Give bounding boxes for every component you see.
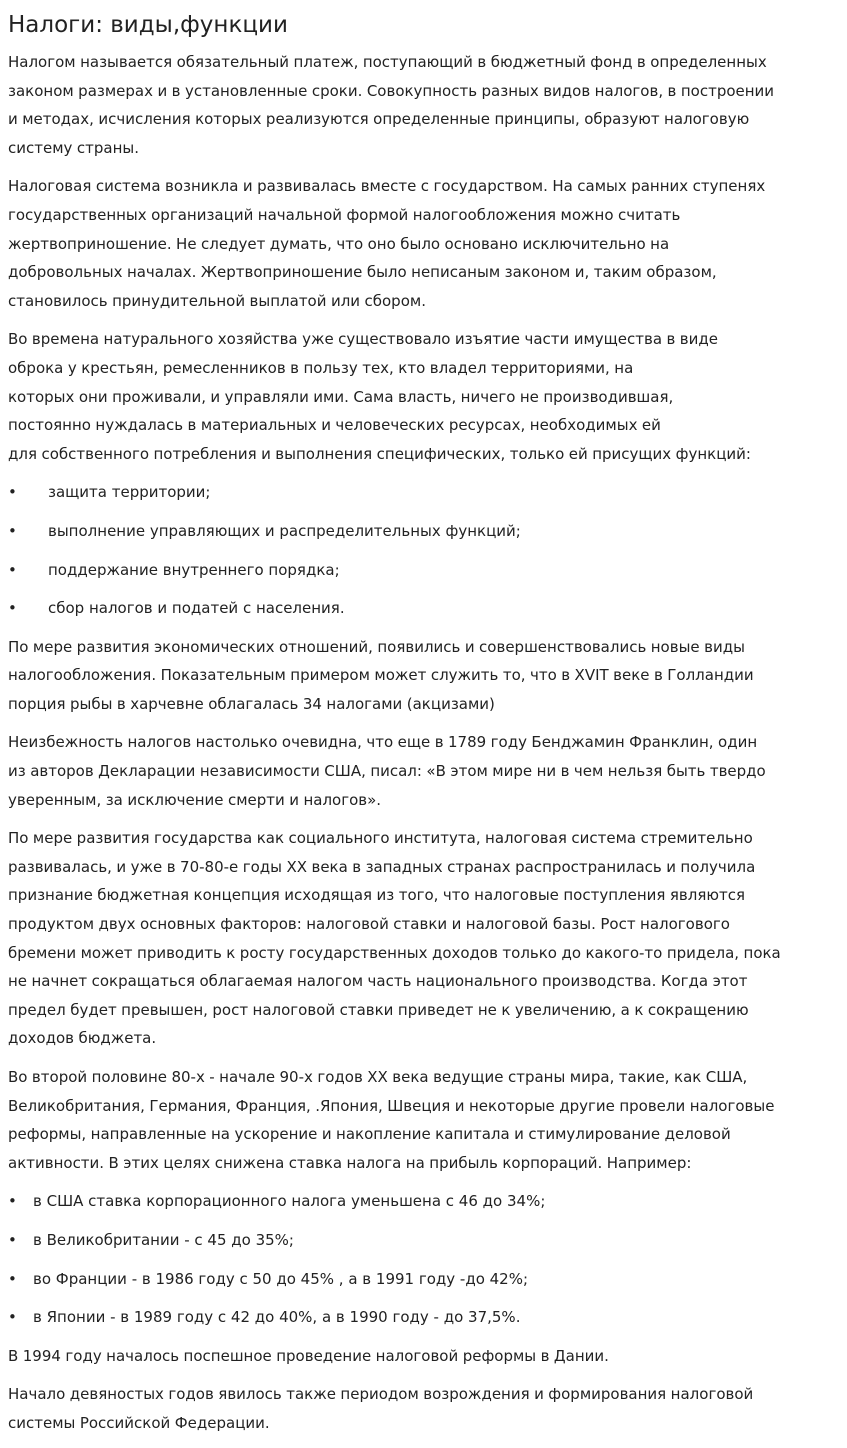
list-item-text: поддержание внутреннего порядка; [48,560,340,579]
text-line: и методах, исчисления которых реализуются определенные принципы, образуют налоговую [8,110,750,129]
text-line: Налогом называется обязательный платеж, поступающий в бюджетный фонд в определенных [8,53,767,71]
text-line: постоянно нуждалась в материальных и человеческих ресурсах, необходимых ей [8,416,661,435]
list-item-text: в Японии - в 1989 году с 42 до 40%, а в 1990 году - до 37,5%. [33,1308,521,1327]
text-line: Неизбежность налогов настолько очевидна, что еще в 1789 году Бенджамин Франклин, один [8,733,758,752]
bullet: • [8,483,17,502]
paragraph-budget-concept [8,824,839,1053]
text-line: становилось принудительной выплатой или сбором. [8,291,426,310]
text-line: которых они проживали, и управляли ими. Сама власть, ничего не производившая, [8,387,674,406]
list-item-text: выполнение управляющих и распределительных функций; [48,521,521,540]
text-line: развивалась, и уже в 70-80-е годы XX века в западных странах распространилась и получила [8,857,756,876]
text-line: предел будет превышен, рост налоговой ставки приведет не к увеличению, а к сокращению [8,1000,749,1019]
list-item [8,1187,839,1216]
text-line: государственных организаций начальной формой налогообложения можно считать [8,205,681,224]
list-item [8,556,839,585]
paragraph-reforms [8,1063,839,1177]
text-line: оброка у крестьян, ремесленников в пользу тех, кто владел территориями, на [8,358,634,377]
bullet: • [8,560,17,579]
tax-rates-list [8,1187,839,1331]
text-line: налогообложения. Показательным примером может служить то, что в XVIT веке в Голландии [8,666,754,685]
text-line: Начало девяностых годов явилось также периодом возрождения и формирования налоговой [8,1385,754,1404]
text-line: признание бюджетная концепция исходящая из того, что налоговые поступления являются [8,886,745,905]
bullet: • [8,1192,17,1211]
text-line: из авторов Декларации независимости США, писал: «В этом мире ни в чем нельзя быть твердо [8,762,766,781]
text-line: добровольных началах. Жертвоприношение было неписаным законом и, таким образом, [8,263,717,282]
text-line: реформы, направленные на ускорение и накопление капитала и стимулирование деловой [8,1125,731,1144]
text-line: Налоговая система возникла и развивалась вместе с государством. На самых ранних ступенях [8,177,766,196]
list-item [8,594,839,623]
list-item-text: в Великобритании - с 45 до 35%; [33,1230,294,1249]
text-line: системы Российской Федерации. [8,1413,270,1432]
paragraph-denmark [8,1342,839,1371]
list-item [8,1226,839,1255]
paragraph-development [8,633,839,719]
list-item [8,1303,839,1332]
paragraph-russia [8,1380,839,1437]
paragraph-natural-economy [8,325,839,468]
text-line: систему страны. [8,138,139,157]
bullet: • [8,1269,17,1288]
paragraph-definition [8,48,839,162]
bullet: • [8,599,17,618]
list-item-text: защита территории; [48,483,211,502]
paragraph-origin [8,172,839,315]
text-line: для собственного потребления и выполнения специфических, только ей присущих функций: [8,444,751,463]
text-line: Во времена натурального хозяйства уже существовало изъятие части имущества в виде [8,330,718,349]
text-line: По мере развития государства как социального института, налоговая система стремительно [8,829,753,848]
list-item [8,478,839,507]
text-line: не начнет сокращаться облагаемая налогом часть национального производства. Когда этот [8,972,748,991]
text-line: уверенным, за исключение смерти и налогов». [8,790,382,809]
bullet: • [8,1308,17,1327]
text-line: законом размерах и в установленные сроки. Совокупность разных видов налогов, в построении [8,81,775,100]
text-line: По мере развития экономических отношений, появились и совершенствовались новые виды [8,637,745,656]
paragraph-franklin [8,728,839,814]
text-line: продуктом двух основных факторов: налоговой ставки и налоговой базы. Рост налогового [8,915,730,934]
text-line: бремени может приводить к росту государственных доходов только до какого-то придела, пока [8,943,781,962]
bullet: • [8,521,17,540]
functions-list [8,478,839,622]
text-line: В 1994 году началось поспешное проведение налоговой реформы в Дании. [8,1346,609,1365]
list-item-text: во Франции - в 1986 году с 50 до 45% , а в 1991 году -до 42%; [33,1269,529,1288]
page-title: Налоги: виды,функции [8,12,288,38]
text-line: активности. В этих целях снижена ставка налога на прибыль корпораций. Например: [8,1153,692,1172]
text-line: Великобритания, Германия, Франция, .Япония, Швеция и некоторые другие провели налоговые [8,1096,775,1115]
text-line: Во второй половине 80-х - начале 90-х годов XX века ведущие страны мира, такие, как США, [8,1068,748,1086]
text-line: жертвоприношение. Не следует думать, что оно было основано исключительно на [8,234,670,253]
text-line: доходов бюджета. [8,1029,157,1048]
list-item [8,1265,839,1294]
bullet: • [8,1230,17,1249]
list-item-text: сбор налогов и податей с населения. [48,599,345,618]
text-line: порция рыбы в харчевне облагалась 34 налогами (акцизами) [8,694,495,713]
list-item [8,517,839,546]
list-item-text: в США ставка корпорационного налога уменьшена с 46 до 34%; [33,1192,546,1211]
